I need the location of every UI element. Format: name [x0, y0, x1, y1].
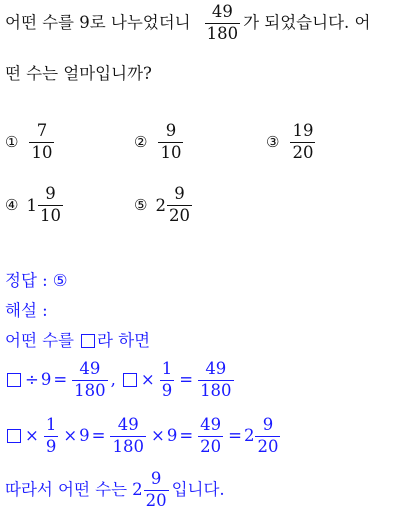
explanation-label: 해설 : — [5, 300, 48, 320]
unknown-box-icon — [81, 334, 95, 348]
choice-fraction: $\frac{7}{10}$ — [31, 121, 53, 162]
choice-mark: ① — [5, 133, 19, 152]
equation-line-1: ÷ 9 = $\frac{49}{180}$ , × $\frac{1}{9}$ = $\frac{49}{180}$ — [5, 358, 396, 402]
choice-5[interactable] — [134, 185, 195, 226]
choice-whole: 2 — [155, 195, 166, 215]
conclusion-line: 따라서 어떤 수는 2 $\frac{9}{20}$ 입니다. — [5, 468, 225, 510]
choice-fraction: $\frac{9}{20}$ — [168, 184, 190, 225]
choice-2[interactable] — [134, 122, 186, 163]
choice-mark: ② — [134, 133, 148, 152]
choice-mark: ⑤ — [134, 196, 148, 215]
question-text-1b: 가 되었습니다. 어 — [243, 12, 371, 32]
question-fraction: $\frac{49}{180}$ — [206, 1, 239, 43]
choice-4[interactable] — [5, 185, 66, 226]
choice-fraction: $\frac{9}{10}$ — [160, 121, 182, 162]
question-line-1 — [5, 3, 396, 43]
question-line-2: 떤 수는 얼마입니까? — [5, 63, 152, 83]
explanation-line-1: 어떤 수를 라 하면 — [5, 330, 151, 350]
choice-whole: 1 — [26, 195, 37, 215]
answer-value: ⑤ — [52, 270, 68, 290]
choice-1[interactable] — [5, 122, 57, 163]
choice-fraction: $\frac{19}{20}$ — [292, 121, 314, 162]
choice-mark: ④ — [5, 196, 19, 215]
unknown-box-icon — [7, 429, 21, 443]
choice-mark: ③ — [266, 133, 280, 152]
question-text-1a: 어떤 수를 9로 나누었더니 — [5, 12, 191, 32]
unknown-box-icon — [7, 373, 21, 387]
answer-line — [5, 270, 396, 292]
answer-label: 정답 : — [5, 270, 48, 290]
unknown-box-icon — [123, 373, 137, 387]
choice-3[interactable] — [266, 122, 318, 163]
choice-fraction: $\frac{9}{10}$ — [39, 184, 61, 225]
equation-line-2: × $\frac{1}{9}$ × 9 = $\frac{49}{180}$ × 9 = $\frac{49}{20}$ = 2 $\frac{9}{20}$ — [5, 414, 396, 458]
